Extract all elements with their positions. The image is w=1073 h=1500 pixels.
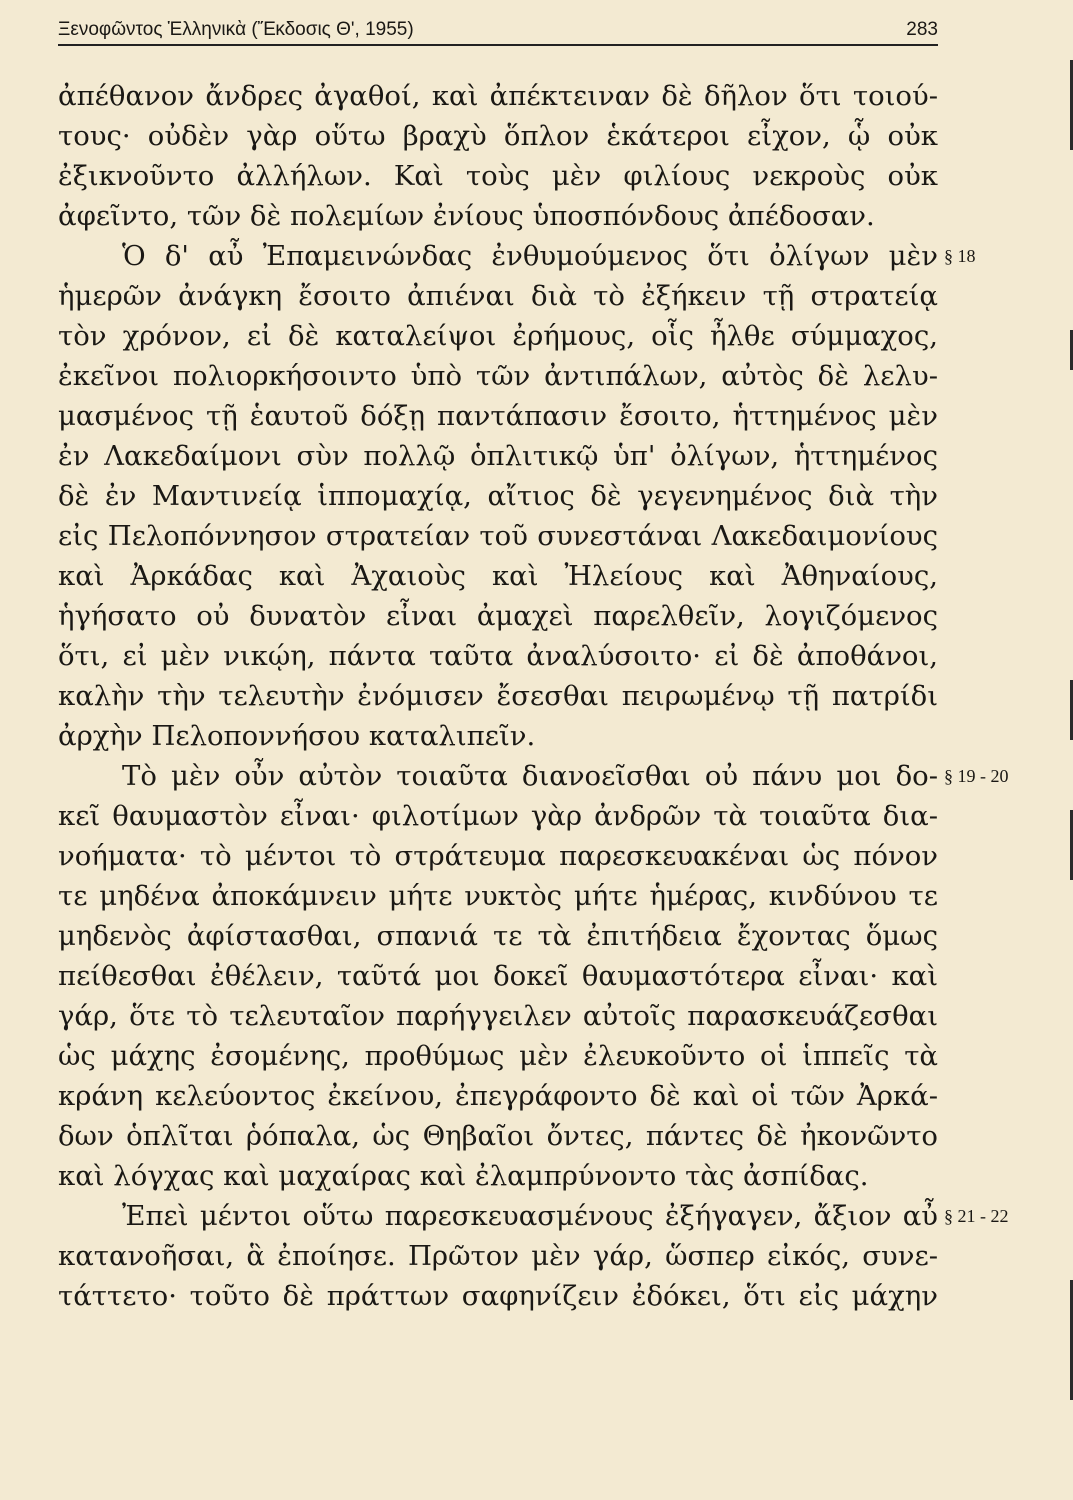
text-line: καὶ Ἀρκάδας καὶ Ἀχαιοὺς καὶ Ἠλείους καὶ Ἀθηναίους, bbox=[58, 560, 938, 592]
text-line: ἐκεῖνοι πολιορκήσοιντο ὑπὸ τῶν ἀντιπάλων, αὐτὸς δὲ λελυ- bbox=[58, 360, 938, 392]
text-line: τάττετο· τοῦτο δὲ πράττων σαφηνίζειν ἐδόκει, ὅτι εἰς μάχην bbox=[58, 1280, 938, 1312]
text-line: τε μηδένα ἀποκάμνειν μήτε νυκτὸς μήτε ἡμέρας, κινδύνου τε bbox=[58, 880, 938, 912]
text-line: ἡγήσατο οὐ δυνατὸν εἶναι ἀμαχεὶ παρελθεῖν, λογιζόμενος bbox=[58, 600, 938, 632]
text-line: εἰς Πελοπόννησον στρατείαν τοῦ συνεστάναι Λακεδαιμονίους bbox=[58, 520, 938, 552]
text-line: ἀπέθανον ἄνδρες ἀγαθοί, καὶ ἀπέκτειναν δὲ δῆλον ὅτι τοιού- bbox=[58, 80, 938, 112]
text-line: ὅτι, εἰ μὲν νικῴη, πάντα ταῦτα ἀναλύσοιτο· εἰ δὲ ἀποθάνοι, bbox=[58, 640, 938, 672]
margin-section-ref: § 19 - 20 bbox=[944, 766, 1009, 786]
text-line: τὸν χρόνον, εἰ δὲ καταλείψοι ἐρήμους, οἷς ἦλθε σύμμαχος, bbox=[58, 320, 938, 352]
text-line: δων ὁπλῖται ῥόπαλα, ὡς Θηβαῖοι ὄντες, πάντες δὲ ἠκονῶντο bbox=[58, 1120, 938, 1152]
header-rule bbox=[58, 44, 938, 46]
page-number: 283 bbox=[906, 19, 938, 40]
text-line: δὲ ἐν Μαντινείᾳ ἱππομαχίᾳ, αἴτιος δὲ γεγενημένος διὰ τὴν bbox=[58, 480, 938, 512]
text-line: νοήματα· τὸ μέντοι τὸ στράτευμα παρεσκευακέναι ὡς πόνον bbox=[58, 840, 938, 872]
margin-section-ref: § 21 - 22 bbox=[944, 1206, 1009, 1226]
text-line: ἀρχὴν Πελοποννήσου καταλιπεῖν. bbox=[58, 720, 536, 752]
text-line: πείθεσθαι ἐθέλειν, ταῦτά μοι δοκεῖ θαυμαστότερα εἶναι· καὶ bbox=[58, 960, 938, 992]
paragraph-first-line: Τὸ μὲν οὖν αὐτὸν τοιαῦτα διανοεῖσθαι οὐ πάνυ μοι δο- bbox=[122, 760, 938, 792]
text-line: καλὴν τὴν τελευτὴν ἐνόμισεν ἔσεσθαι πειρωμένῳ τῇ πατρίδι bbox=[58, 680, 938, 712]
text-line: ἀφεῖντο, τῶν δὲ πολεμίων ἐνίους ὑποσπόνδους ἀπέδοσαν. bbox=[58, 200, 875, 232]
text-line: τους· οὐδὲν γὰρ οὕτω βραχὺ ὅπλον ἑκάτεροι εἶχον, ᾧ οὐκ bbox=[58, 120, 938, 152]
text-line: κεῖ θαυμαστὸν εἶναι· φιλοτίμων γὰρ ἀνδρῶν τὰ τοιαῦτα δια- bbox=[58, 800, 938, 832]
text-line: κατανοῆσαι, ἃ ἐποίησε. Πρῶτον μὲν γάρ, ὥσπερ εἰκός, συνε- bbox=[58, 1240, 938, 1272]
text-line: ἐν Λακεδαίμονι σὺν πολλῷ ὁπλιτικῷ ὑπ' ὀλίγων, ἡττημένος bbox=[58, 440, 938, 472]
running-title: Ξενοφῶντος Ἑλληνικὰ (Ἔκδοσις Θ', 1955) bbox=[58, 19, 414, 40]
margin-section-ref: § 18 bbox=[944, 246, 976, 266]
paragraph-first-line: Ὁ δ' αὖ Ἐπαμεινώνδας ἐνθυμούμενος ὅτι ὀλίγων μὲν bbox=[122, 240, 938, 272]
text-line: ἡμερῶν ἀνάγκη ἔσοιτο ἀπιέναι διὰ τὸ ἐξήκειν τῇ στρατείᾳ bbox=[58, 280, 938, 312]
running-header bbox=[58, 14, 938, 46]
text-line: ἐξικνοῦντο ἀλλήλων. Καὶ τοὺς μὲν φιλίους νεκροὺς οὐκ bbox=[58, 160, 938, 192]
text-line: γάρ, ὅτε τὸ τελευταῖον παρήγγειλεν αὐτοῖς παρασκευάζεσθαι bbox=[58, 1000, 938, 1032]
paragraph-first-line: Ἐπεὶ μέντοι οὕτω παρεσκευασμένους ἐξήγαγεν, ἄξιον αὖ bbox=[122, 1200, 938, 1232]
text-line: κράνη κελεύοντος ἐκείνου, ἐπεγράφοντο δὲ καὶ οἱ τῶν Ἀρκά- bbox=[58, 1080, 938, 1112]
text-line: καὶ λόγχας καὶ μαχαίρας καὶ ἐλαμπρύνοντο τὰς ἀσπίδας. bbox=[58, 1160, 869, 1192]
text-line: μηδενὸς ἀφίστασθαι, σπανιά τε τὰ ἐπιτήδεια ἔχοντας ὅμως bbox=[58, 920, 938, 952]
text-line: μασμένος τῇ ἑαυτοῦ δόξῃ παντάπασιν ἔσοιτο, ἡττημένος μὲν bbox=[58, 400, 938, 432]
text-line: ὡς μάχης ἐσομένης, προθύμως μὲν ἐλευκοῦντο οἱ ἱππεῖς τὰ bbox=[58, 1040, 938, 1072]
